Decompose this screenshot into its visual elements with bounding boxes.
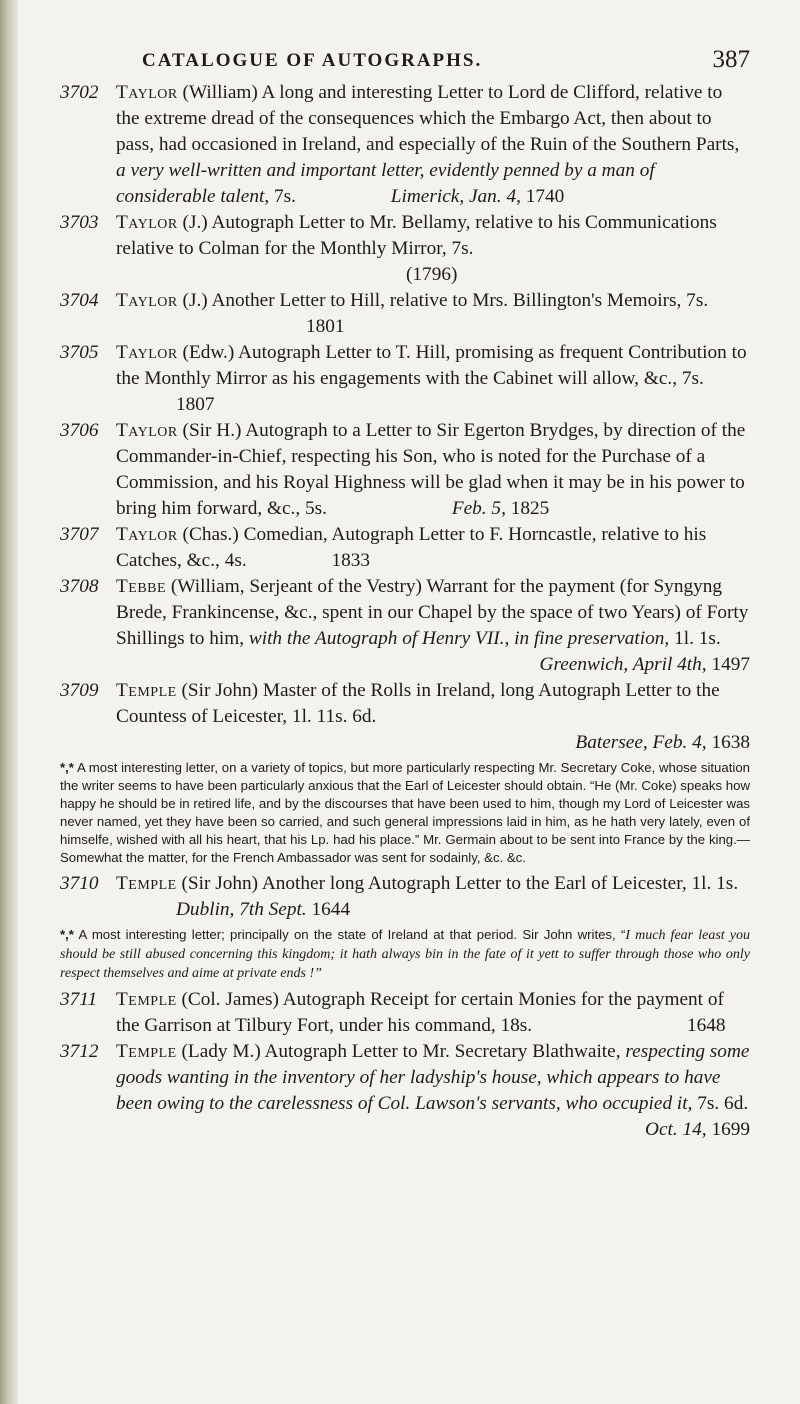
lot-number: 3704 (60, 290, 99, 311)
author-name: Temple (116, 989, 177, 1010)
note-marker: *,* (60, 760, 74, 775)
catalogue-entry (60, 288, 750, 340)
entry-note (60, 926, 750, 983)
author-name: Taylor (116, 524, 178, 545)
entry-italic-text: with the Autograph of Henry VII., in fine preservation, (248, 628, 670, 649)
entry-text: (Chas.) Comedian, Autograph Letter to F. Horncastle, relative to his Catches, &c., 4s. (116, 524, 707, 571)
entry-year: 1497 (711, 654, 750, 675)
note-quote: I much fear least you should be still abused concerning this kingdom; it hath always bin in the fate of it yett to suffer through those who only respect themselves and aime at private ends !” (60, 928, 750, 981)
author-name: Taylor (116, 212, 178, 233)
entry-price: 1l. 1s. (669, 628, 721, 649)
entry-text: (J.) Another Letter to Hill, relative to Mrs. Billington's Memoirs, 7s. (177, 290, 709, 311)
lot-number: 3712 (60, 1041, 99, 1062)
note-marker: *,* (60, 927, 74, 942)
entry-place-date: Oct. 14, (645, 1119, 707, 1140)
entry-italic-text: a very well-written and important letter, evidently penned by a man of considerable talent, (116, 160, 655, 207)
entry-year: 1801 (306, 316, 345, 337)
running-title: CATALOGUE OF AUTOGRAPHS. (142, 50, 483, 71)
entry-place-date: Limerick, Jan. 4, (390, 186, 521, 207)
entry-text: (Col. James) Autograph Receipt for certain Monies for the payment of the Garrison at Tilbury Fort, under his command, 18s. (116, 989, 724, 1036)
author-name: Taylor (116, 342, 178, 363)
page-binding-edge (0, 0, 18, 1404)
entry-year: 1699 (711, 1119, 750, 1140)
entry-italic-text: respecting some goods wanting in the inventory of her ladyship's house, which appears to have been owing to the carelessness of Col. Lawson's servants, who occupied it, (116, 1041, 750, 1114)
note-text: A most interesting letter, on a variety of topics, but more particularly respecting Mr. Secretary Coke, whose situation the writer seems to have been particularly anxious that the Earl of Leicester should obtain. “He (Mr. Coke) speaks how happy he should be in retired life, and by the discourses that have been used to him, though my Lord of Leicester was never named, yet they have been so carried, and such general impressions laid in him, as he hath very lately, even of himselfe, wished with all his heart, that his Lp. had his place.” Mr. Germain about to be sent into France by the king.—Somewhat the matter, for the French Ambassador was sent for sodainly, &c. &c. (60, 760, 750, 865)
entry-place-date: Greenwich, April 4th, (539, 654, 707, 675)
entry-place-date: Feb. 5, (451, 498, 506, 519)
entry-text: (William) A long and interesting Letter to Lord de Clifford, relative to the extreme dread of the consequences which the Embargo Act, then about to pass, had occasioned in Ireland, and especially of the Ruin of the Southern Parts, (116, 82, 740, 155)
catalogue-entry (60, 418, 750, 522)
entry-text: (Lady M.) Autograph Letter to Mr. Secretary Blathwaite, (176, 1041, 626, 1062)
page-header (60, 40, 750, 80)
entry-year: 1644 (311, 899, 351, 920)
lot-number: 3706 (60, 420, 99, 441)
entry-year: 1807 (176, 394, 215, 415)
entry-price: 7s. 6d. (692, 1093, 749, 1114)
entry-place-date: Dublin, 7th Sept. (176, 899, 307, 920)
entry-text: (Edw.) Autograph Letter to T. Hill, promising as frequent Contribution to the Monthly Mirror as his engagements with the Cabinet will allow, &c., 7s. (116, 342, 747, 389)
entry-year: 1638 (711, 732, 750, 753)
entry-year: 1825 (510, 498, 550, 519)
lot-number: 3703 (60, 212, 99, 233)
catalogue-entry (60, 871, 750, 923)
lot-number: 3708 (60, 576, 99, 597)
entry-text: (Sir John) Master of the Rolls in Ireland, long Autograph Letter to the Countess of Leicester, 1l. 11s. 6d. (116, 680, 720, 727)
note-text: A most interesting letter; principally on the state of Ireland at that period. Sir John writes, “ (73, 927, 626, 942)
author-name: Taylor (116, 420, 178, 441)
author-name: Taylor (116, 290, 178, 311)
author-name: Tebbe (116, 576, 167, 597)
entry-year: (1796) (406, 264, 458, 285)
lot-number: 3711 (60, 989, 98, 1010)
entry-year: 1833 (331, 550, 371, 571)
catalogue-entry (60, 80, 750, 210)
lot-number: 3705 (60, 342, 99, 363)
entry-text: (Sir John) Another long Autograph Letter to the Earl of Leicester, 1l. 1s. (176, 873, 739, 894)
catalogue-page (60, 40, 750, 1143)
entry-note (60, 759, 750, 867)
page-number: 387 (712, 46, 750, 73)
author-name: Taylor (116, 82, 178, 103)
lot-number: 3707 (60, 524, 99, 545)
entry-year: 1740 (525, 186, 565, 207)
entry-text: (Sir H.) Autograph to a Letter to Sir Egerton Brydges, by direction of the Commander-in-Chief, respecting his Son, who is noted for the Purchase of a Commission, and his Royal Highness will be glad when it may be in his power to bring him forward, &c., 5s. (116, 420, 746, 519)
catalogue-entry (60, 987, 750, 1039)
author-name: Temple (116, 1041, 177, 1062)
catalogue-entry (60, 574, 750, 678)
entry-text: (William, Serjeant of the Vestry) Warrant for the payment (for Syngyng Brede, Frankincense, &c., spent in our Chapel by the space of two Years) of Forty Shillings to him, (116, 576, 749, 649)
entry-year: 1648 (686, 1015, 726, 1036)
catalogue-entry (60, 678, 750, 756)
catalogue-entry (60, 210, 750, 288)
author-name: Temple (116, 680, 177, 701)
catalogue-entry (60, 1039, 750, 1143)
entry-price: 7s. (269, 186, 296, 207)
lot-number: 3710 (60, 873, 99, 894)
catalogue-entry (60, 340, 750, 418)
author-name: Temple (116, 873, 177, 894)
lot-number: 3702 (60, 82, 99, 103)
entry-text: (J.) Autograph Letter to Mr. Bellamy, relative to his Communications relative to Colman for the Monthly Mirror, 7s. (116, 212, 717, 259)
entry-place-date: Batersee, Feb. 4, (575, 732, 707, 753)
catalogue-entry (60, 522, 750, 574)
lot-number: 3709 (60, 680, 99, 701)
